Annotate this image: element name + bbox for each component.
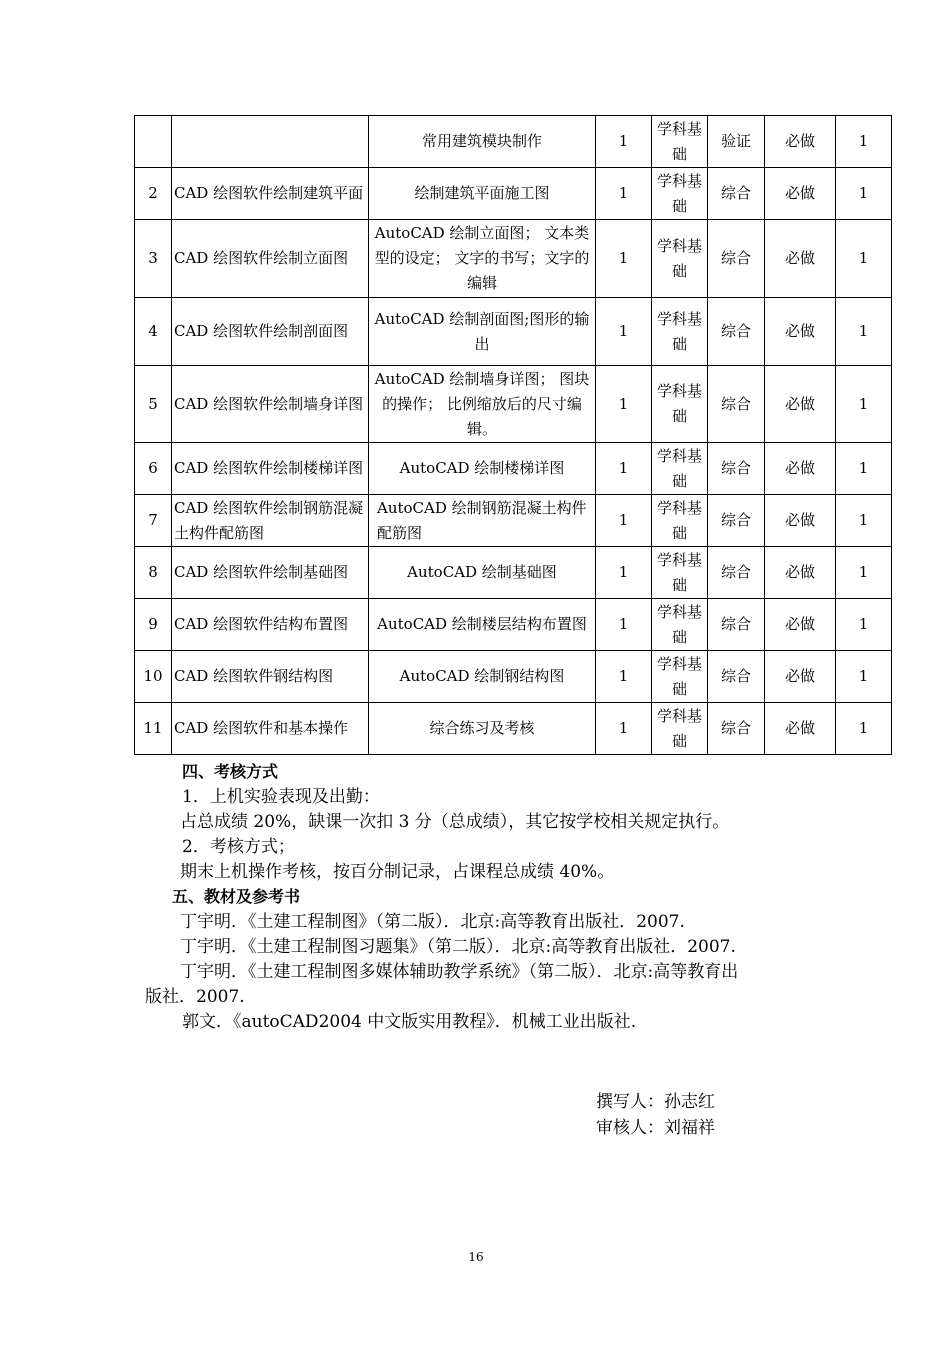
- table-row: [135, 547, 892, 599]
- group-size: 1: [836, 599, 892, 651]
- experiment-requirement: 必做: [765, 168, 836, 220]
- row-number: 7: [135, 495, 172, 547]
- experiment-content: 综合练习及考核: [369, 703, 596, 755]
- assessment-item1-text: 占总成绩 20%，缺课一次扣 3 分（总成绩），其它按学校相关规定执行。: [180, 812, 730, 832]
- references-heading: 五、教材及参考书: [172, 887, 301, 906]
- experiment-category: 学科基础: [652, 298, 708, 366]
- table-row: [135, 168, 892, 220]
- table-row: [135, 495, 892, 547]
- experiment-requirement: 必做: [765, 443, 836, 495]
- experiment-hours: 1: [596, 298, 652, 366]
- reference-4: 郭文．《autoCAD2004 中文版实用教程》．机械工业出版社.: [182, 1012, 637, 1032]
- table-row: [135, 366, 892, 443]
- experiment-content: AutoCAD 绘制基础图: [369, 547, 596, 599]
- experiment-kind: 综合: [708, 547, 765, 599]
- row-number: 11: [135, 703, 172, 755]
- table-row: [135, 298, 892, 366]
- experiment-content: AutoCAD 绘制墙身详图； 图块的操作； 比例缩放后的尺寸编辑。: [369, 366, 596, 443]
- group-size: 1: [836, 703, 892, 755]
- experiment-content: AutoCAD 绘制楼层结构布置图: [369, 599, 596, 651]
- group-size: 1: [836, 116, 892, 168]
- experiment-kind: 综合: [708, 366, 765, 443]
- group-size: 1: [836, 220, 892, 298]
- experiment-category: 学科基础: [652, 168, 708, 220]
- experiment-requirement: 必做: [765, 220, 836, 298]
- experiment-name: CAD 绘图软件绘制墙身详图: [172, 366, 369, 443]
- assessment-item1-title: 1．上机实验表现及出勤：: [182, 787, 380, 807]
- experiment-name: CAD 绘图软件和基本操作: [172, 703, 369, 755]
- row-number: 5: [135, 366, 172, 443]
- row-number: 4: [135, 298, 172, 366]
- experiment-name: CAD 绘图软件钢结构图: [172, 651, 369, 703]
- experiment-content: AutoCAD 绘制楼梯详图: [369, 443, 596, 495]
- row-number: 6: [135, 443, 172, 495]
- experiment-requirement: 必做: [765, 298, 836, 366]
- group-size: 1: [836, 298, 892, 366]
- experiment-name: CAD 绘图软件绘制建筑平面: [172, 168, 369, 220]
- experiment-hours: 1: [596, 116, 652, 168]
- table-row: [135, 220, 892, 298]
- experiment-name: [172, 116, 369, 168]
- experiment-hours: 1: [596, 703, 652, 755]
- experiment-table-body: [135, 116, 892, 755]
- experiment-hours: 1: [596, 168, 652, 220]
- experiment-name: CAD 绘图软件绘制立面图: [172, 220, 369, 298]
- experiment-content: 常用建筑模块制作: [369, 116, 596, 168]
- experiment-content: AutoCAD 绘制钢筋混凝土构件配筋图: [369, 495, 596, 547]
- experiment-category: 学科基础: [652, 220, 708, 298]
- experiment-hours: 1: [596, 547, 652, 599]
- experiment-requirement: 必做: [765, 703, 836, 755]
- reference-3-line-1: 丁宇明．《土建工程制图多媒体辅助教学系统》（第二版）．北京:高等教育出: [180, 962, 739, 982]
- group-size: 1: [836, 547, 892, 599]
- group-size: 1: [836, 443, 892, 495]
- experiment-category: 学科基础: [652, 366, 708, 443]
- table-row: [135, 443, 892, 495]
- signature-writer: 撰写人：孙志红: [596, 1092, 715, 1112]
- row-number: 3: [135, 220, 172, 298]
- experiment-kind: 综合: [708, 599, 765, 651]
- experiment-content: AutoCAD 绘制立面图； 文本类型的设定； 文字的书写；文字的编辑: [369, 220, 596, 298]
- experiment-table: [134, 115, 892, 755]
- experiment-requirement: 必做: [765, 116, 836, 168]
- experiment-kind: 综合: [708, 443, 765, 495]
- experiment-hours: 1: [596, 366, 652, 443]
- row-number: 9: [135, 599, 172, 651]
- experiment-kind: 综合: [708, 168, 765, 220]
- group-size: 1: [836, 651, 892, 703]
- row-number: 10: [135, 651, 172, 703]
- experiment-hours: 1: [596, 599, 652, 651]
- experiment-kind: 综合: [708, 298, 765, 366]
- experiment-kind: 综合: [708, 703, 765, 755]
- experiment-hours: 1: [596, 220, 652, 298]
- experiment-category: 学科基础: [652, 116, 708, 168]
- experiment-requirement: 必做: [765, 366, 836, 443]
- assessment-heading: 四、考核方式: [182, 762, 279, 781]
- group-size: 1: [836, 495, 892, 547]
- experiment-name: CAD 绘图软件绘制楼梯详图: [172, 443, 369, 495]
- table-row: [135, 651, 892, 703]
- table-row: [135, 703, 892, 755]
- experiment-category: 学科基础: [652, 495, 708, 547]
- row-number: 8: [135, 547, 172, 599]
- experiment-content: AutoCAD 绘制剖面图;图形的输出: [369, 298, 596, 366]
- reference-3-line-2: 版社．2007.: [145, 987, 245, 1007]
- row-number: 2: [135, 168, 172, 220]
- reference-1: 丁宇明．《土建工程制图》（第二版）．北京:高等教育出版社．2007.: [180, 912, 685, 932]
- table-row: [135, 116, 892, 168]
- experiment-name: CAD 绘图软件结构布置图: [172, 599, 369, 651]
- experiment-kind: 综合: [708, 220, 765, 298]
- experiment-content: AutoCAD 绘制钢结构图: [369, 651, 596, 703]
- experiment-requirement: 必做: [765, 547, 836, 599]
- experiment-name: CAD 绘图软件绘制钢筋混凝土构件配筋图: [172, 495, 369, 547]
- table-row: [135, 599, 892, 651]
- experiment-hours: 1: [596, 443, 652, 495]
- experiment-category: 学科基础: [652, 703, 708, 755]
- experiment-hours: 1: [596, 651, 652, 703]
- experiment-kind: 综合: [708, 651, 765, 703]
- assessment-item2-text: 期末上机操作考核，按百分制记录，占课程总成绩 40%。: [180, 862, 615, 882]
- page-number: 16: [468, 1250, 484, 1264]
- experiment-category: 学科基础: [652, 443, 708, 495]
- experiment-requirement: 必做: [765, 599, 836, 651]
- experiment-content: 绘制建筑平面施工图: [369, 168, 596, 220]
- experiment-category: 学科基础: [652, 599, 708, 651]
- experiment-category: 学科基础: [652, 547, 708, 599]
- experiment-hours: 1: [596, 495, 652, 547]
- assessment-item2-title: 2．考核方式；: [182, 837, 295, 857]
- signature-reviewer: 审核人：刘福祥: [596, 1118, 715, 1138]
- reference-2: 丁宇明．《土建工程制图习题集》（第二版）．北京:高等教育出版社．2007.: [180, 937, 736, 957]
- experiment-name: CAD 绘图软件绘制基础图: [172, 547, 369, 599]
- experiment-name: CAD 绘图软件绘制剖面图: [172, 298, 369, 366]
- group-size: 1: [836, 168, 892, 220]
- group-size: 1: [836, 366, 892, 443]
- experiment-requirement: 必做: [765, 495, 836, 547]
- experiment-category: 学科基础: [652, 651, 708, 703]
- row-number: [135, 116, 172, 168]
- experiment-kind: 综合: [708, 495, 765, 547]
- experiment-requirement: 必做: [765, 651, 836, 703]
- experiment-kind: 验证: [708, 116, 765, 168]
